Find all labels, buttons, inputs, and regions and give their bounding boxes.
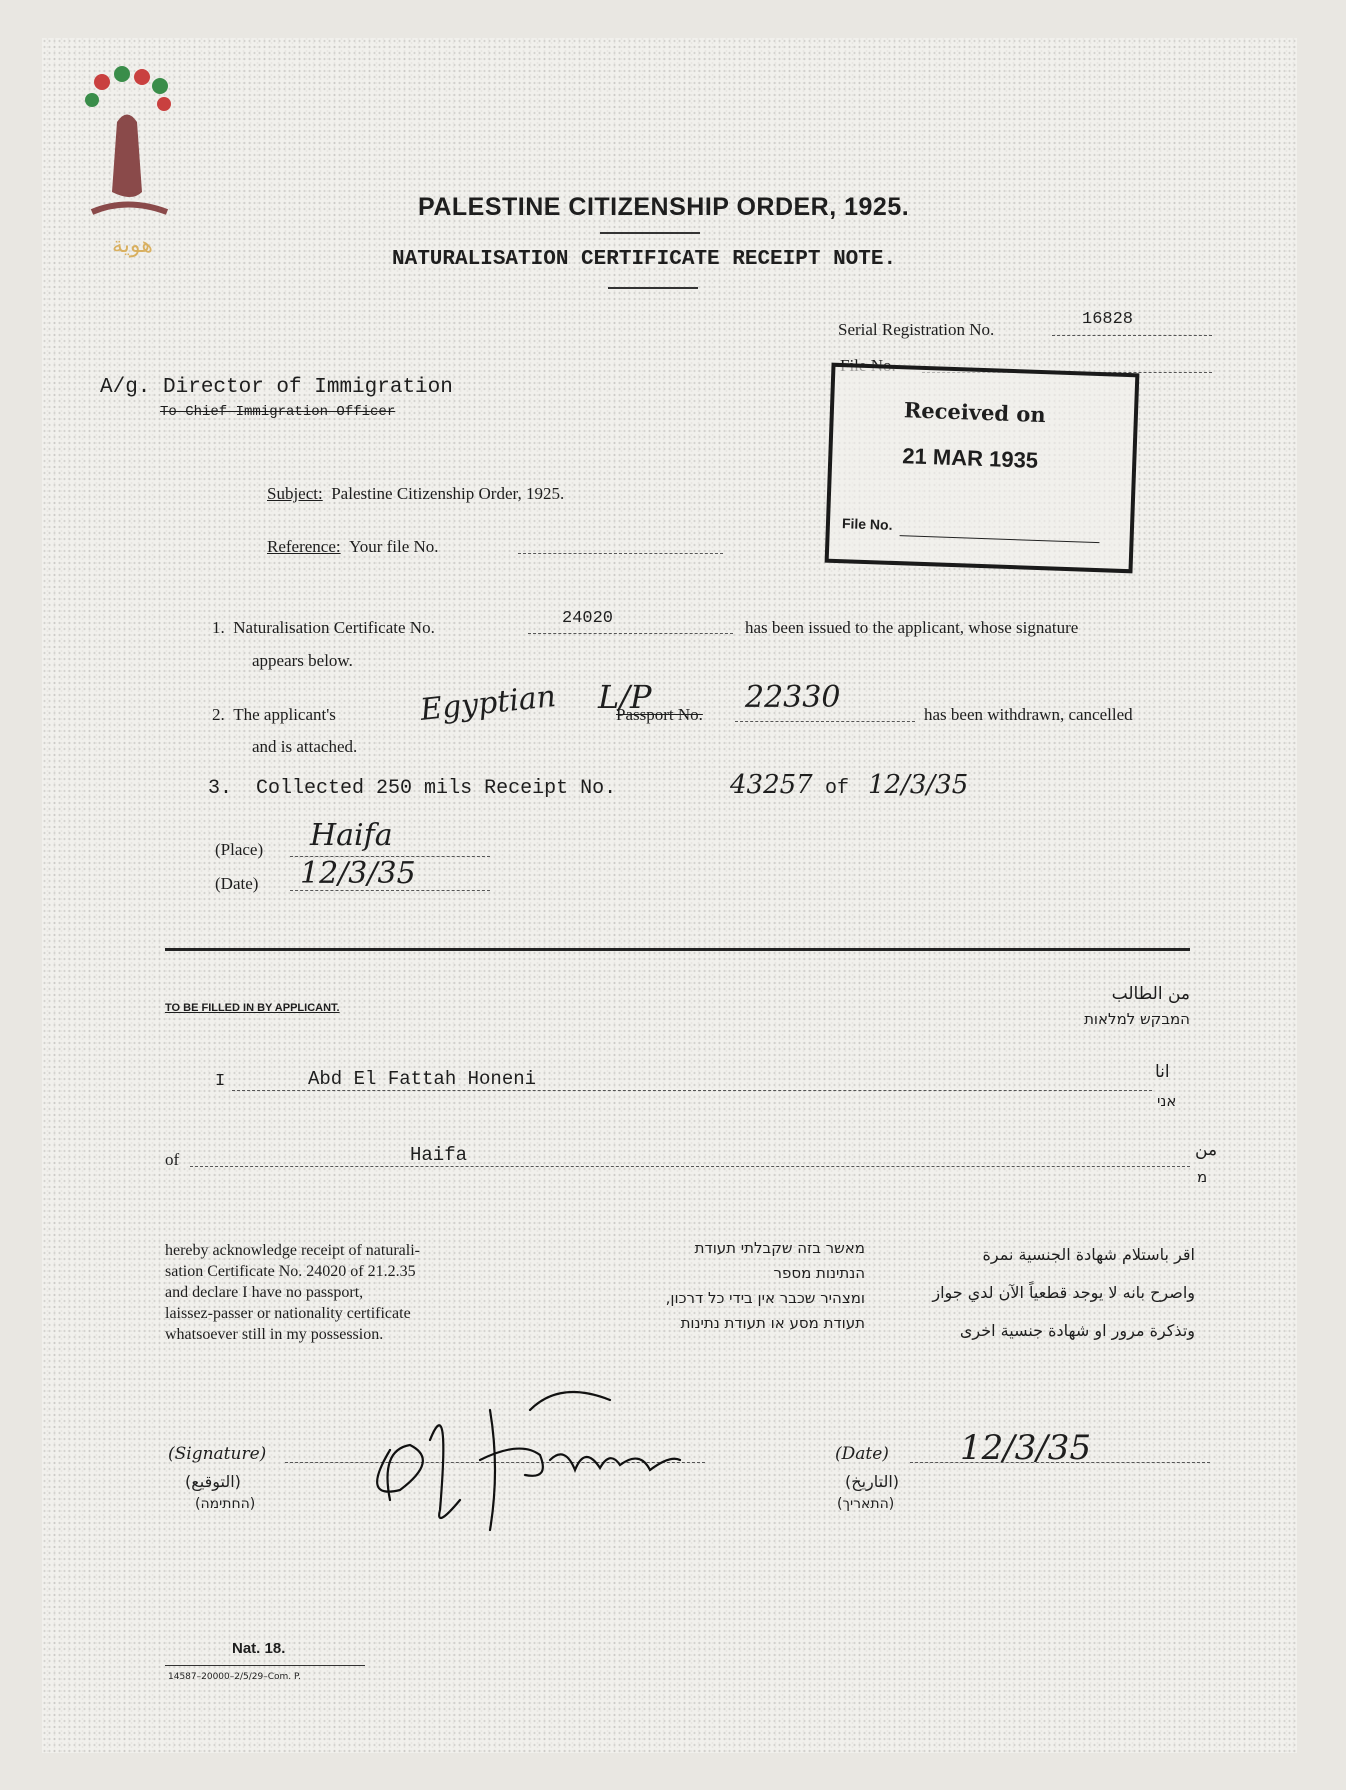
i-label-he: אני — [1157, 1092, 1177, 1110]
section-divider — [165, 948, 1190, 951]
of-label-he: מ — [1197, 1168, 1208, 1186]
reference-line — [267, 537, 439, 557]
signature-label-ar: (التوقيع) — [185, 1472, 241, 1491]
reference-label: Reference: — [267, 537, 341, 556]
stamp-received: Received on — [903, 397, 1047, 428]
item-1: 1. Naturalisation Certificate No. — [212, 618, 435, 637]
passport-no: 22330 — [745, 680, 841, 715]
cert-no-line — [528, 633, 733, 634]
applicant-heading-he: המבקש למלאות — [1084, 1010, 1190, 1028]
sign-date-value: 12/3/35 — [960, 1428, 1092, 1468]
subject-line — [267, 484, 564, 504]
sign-date-label-ar: (التاريخ) — [845, 1472, 900, 1491]
sign-date-label: (Date) — [835, 1444, 889, 1464]
receipt-date: 12/3/35 — [868, 770, 969, 800]
footer-rule — [165, 1665, 365, 1666]
addressee: A/g. Director of Immigration — [100, 376, 453, 399]
place-value: Haifa — [310, 818, 393, 853]
receipt-no: 43257 — [730, 770, 813, 800]
stamp-file-no: File No. — [841, 515, 893, 533]
i-label: I — [215, 1072, 226, 1091]
received-stamp — [825, 363, 1140, 574]
receipt-title: NATURALISATION CERTIFICATE RECEIPT NOTE. — [392, 248, 897, 271]
item-2-cont: and is attached. — [252, 737, 358, 756]
title-rule — [600, 232, 700, 234]
item-2: 2. The applicant's — [212, 705, 336, 724]
subject-text: Palestine Citizenship Order, 1925. — [331, 484, 565, 503]
serial-line — [1052, 335, 1212, 336]
applicant-signature — [350, 1350, 730, 1550]
item-2-tail: has been withdrawn, cancelled — [924, 705, 1133, 724]
date-label: (Date) — [215, 874, 259, 893]
item-1-tail: has been issued to the applicant, whose signature — [745, 618, 1079, 637]
applicant-town: Haifa — [410, 1144, 468, 1166]
reference-text: Your file No. — [349, 537, 439, 556]
order-title: PALESTINE CITIZENSHIP ORDER, 1925. — [418, 193, 910, 221]
signature-label-he: (החתימה) — [195, 1496, 256, 1512]
place-label: (Place) — [215, 840, 264, 859]
passport-type: L/P — [598, 678, 652, 716]
reference-blank — [518, 553, 723, 554]
date-value: 12/3/35 — [300, 856, 416, 891]
i-label-ar: انا — [1155, 1062, 1170, 1082]
name-line — [232, 1090, 1152, 1091]
serial-number: 16828 — [1082, 310, 1134, 329]
declaration-en: hereby acknowledge receipt of naturali- sation Certificate No. 24020 of 21.2.35 and declare I have no passport, laissez-passer or nationality certificate whatsoever still in my possession. — [165, 1242, 420, 1343]
of-line — [190, 1166, 1190, 1167]
passport-no-line — [735, 721, 915, 722]
declaration-ar: اقر باستلام شهادة الجنسية نمرة واصرح بانه لا يوجد قطعياً الآن لدي جواز وتذكرة مرور او شهادة جنسية اخرى — [932, 1245, 1195, 1340]
serial-label: Serial Registration No. — [838, 320, 995, 339]
applicant-heading: TO BE FILLED IN BY APPLICANT. — [165, 1002, 340, 1014]
applicant-heading-ar: من الطالب — [1111, 984, 1190, 1004]
of-label-ar: من — [1195, 1140, 1218, 1160]
svg-text:هوية: هوية — [112, 233, 153, 258]
addressee-struck: To Chief Immigration Officer — [160, 404, 396, 420]
archive-logo — [72, 52, 182, 282]
applicant-name: Abd El Fattah Honeni — [308, 1068, 537, 1090]
subtitle-rule — [608, 287, 698, 289]
printer-code: 14587–20000–2/5/29–Com. P. — [168, 1672, 301, 1682]
sign-date-label-he: (התאריך) — [837, 1496, 895, 1512]
declaration-he: מאשר בזה שקבלתי תעודת הנתינות מספר ומצהיר שכבר אין בידי כל דרכון, תעודת מסע או תעודת נתינות — [665, 1239, 865, 1332]
receipt-of: of — [825, 777, 850, 800]
passport-country: Egyptian — [418, 678, 558, 729]
stamp-file-line — [900, 535, 1100, 543]
form-number: Nat. 18. — [232, 1640, 286, 1657]
item-3: 3. Collected 250 mils Receipt No. — [208, 777, 617, 800]
passport-label: Passport No. — [616, 705, 703, 724]
stamp-date: 21 MAR 1935 — [901, 443, 1039, 473]
item-1-cont: appears below. — [252, 651, 353, 670]
signature-label: (Signature) — [168, 1444, 267, 1464]
cert-no: 24020 — [562, 609, 614, 628]
of-label: of — [165, 1150, 180, 1169]
subject-label: Subject: — [267, 484, 323, 503]
